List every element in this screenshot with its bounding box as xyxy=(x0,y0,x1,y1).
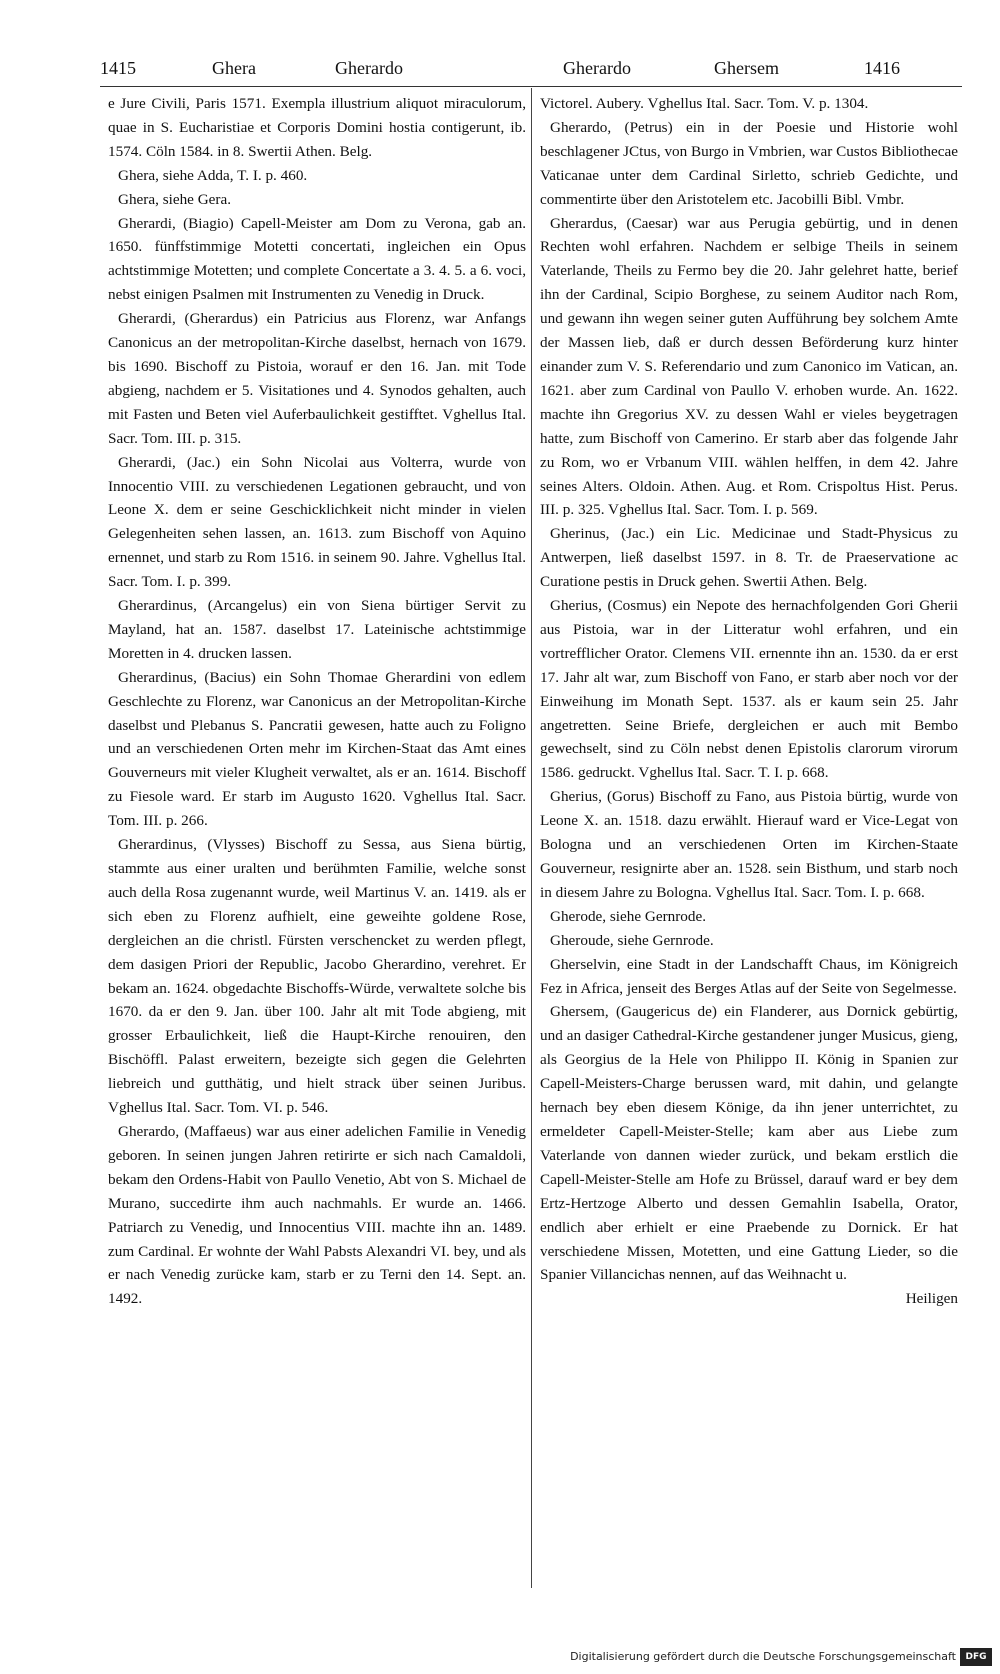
entry-gherardi-gherardus: Gherardi, (Gherardus) ein Patricius aus Florenz, war Anfangs Canonicus an der metropolitan-Kirche daselbst, hernach von 1679. bis 1690. Bischoff zu Pistoia, worauf er den 16. Jan. mit Tode abgieng, nachdem er 5. Visitationes und 4. Synodos gehalten, auch mit Fasten und Beten viel Auferbaulichkeit gestifftet. Vghellus Ital. Sacr. Tom. III. p. 315. xyxy=(108,310,526,447)
entry-gherode: Gherode, siehe Gernrode. xyxy=(550,907,707,925)
dfg-logo: DFG xyxy=(960,1648,992,1666)
left-column xyxy=(108,92,526,1311)
right-column xyxy=(540,92,958,1311)
entry-gherselvin: Gherselvin, eine Stadt in der Landschafft Chaus, im Königreich Fez in Africa, jenseit des Berges Atlas auf der Seite von Segelmesse. xyxy=(540,955,958,997)
head-word-ghera: Ghera xyxy=(212,58,256,78)
entry-ghera-gera: Ghera, siehe Gera. xyxy=(118,190,232,208)
entry-gherardi-jac: Gherardi, (Jac.) ein Sohn Nicolai aus Volterra, wurde von Innocentio VIII. zu verschiedenen Legationen gebraucht, und von Leone X. dem er seine Geschicklichkeit nicht minder in vielen Gelegenheiten sehen lassen, an. 1613. zum Bischoff von Aquino ernennet, und starb zu Rom 1516. in seinem 90. Jahre. Vghellus Ital. Sacr. Tom. I. p. 399. xyxy=(108,453,526,591)
column-divider xyxy=(531,88,532,1588)
entry-continued-right: Victorel. Aubery. Vghellus Ital. Sacr. Tom. V. p. 1304. xyxy=(540,95,869,112)
header-rule xyxy=(100,86,962,87)
page-number-left: 1415 xyxy=(100,58,136,78)
head-word-gherardo-right: Gherardo xyxy=(563,58,631,78)
entry-ghera-adda: Ghera, siehe Adda, T. I. p. 460. xyxy=(118,166,308,184)
catchword: Heiligen xyxy=(905,1290,958,1308)
entry-gheroude: Gheroude, siehe Gernrode. xyxy=(550,931,714,949)
entry-ghersem: Ghersem, (Gaugericus de) ein Flanderer, aus Dornick gebürtig, und an dasiger Cathedral-Kirche gestandener junger Musicus, gieng, als Georgius de la Hele von Philippo II. König in Spanien zur Capell-Meisters-Charge berussen ward, mit dahin, und gelangte hernach bey eben diesem Könige, da ihn jener unterrichtet, zu ermeldeter Capell-Meister-Stelle; kam aber aus Liebe zum Vaterlande von dannen wieder zurück, und bekam erstlich die Capell-Meister-Stelle am Hofe zu Brüssel, darauf ward er bey dem Ertz-Hertzoge Alberto und dessen Gemahlin Isabella, Orator, endlich aber erhielt er eine Praebende zu Dornick. Er hat verschiedene Missen, Motetten, und eine Gattung Lieder, so die Spanier Villancichas nennen, auf das Weihnacht u. xyxy=(540,1003,958,1284)
entry-gherardo-petrus: Gherardo, (Petrus) ein in der Poesie und Historie wohl beschlagener JCtus, von Burgo in Vmbrien, war Custos Bibliothecae Vaticanae unter dem Cardinal Sirletto, schrieb Gedichte, und commentirte über den Aristotelem etc. Jacobilli Bibl. Vmbr. xyxy=(540,118,958,208)
entry-continued: e Jure Civili, Paris 1571. Exempla illustrium aliquot miraculorum, quae in S. Eucharistiae et Corporis Domini hostia contigerunt, ib. 1574. Cöln 1584. in 8. Swertii Athen. Belg. xyxy=(108,95,526,160)
entry-gherardi-biagio: Gherardi, (Biagio) Capell-Meister am Dom zu Verona, gab an. 1650. fünffstimmige Motetti concertati, ingleichen ein Opus achtstimmige Motetten; und complete Concertate a 3. 4. 5. a 6. voci, nebst einigen Psalmen mit Instrumenten zu Venedig in Druck. xyxy=(108,214,526,304)
entry-gherardinus-arcangelus: Gherardinus, (Arcangelus) ein von Siena bürtiger Servit zu Mayland, hat an. 1587. daselbst 17. Lateinische achtstimmige Moretten in 4. drucken lassen. xyxy=(108,597,526,662)
entry-gherius-gorus: Gherius, (Gorus) Bischoff zu Fano, aus Pistoia bürtig, wurde von Leone X. an. 1518. dazu erwählt. Hierauf ward er Vice-Legat von Bologna und an verschiedenen Orten im Kirchen-Staate Gouverneur, resignirte aber an. 1528. sein Bisthum, und starb noch in diesem Jahre zu Bologna. Vghellus Ital. Sacr. Tom. I. p. 668. xyxy=(540,788,958,901)
entry-gherardus-caesar: Gherardus, (Caesar) war aus Perugia gebürtig, und in denen Rechten wohl erfahren. Nachdem er selbige Theils in seinem Vaterlande, Theils zu Fermo bey die 20. Jahr gelehret hatte, berief ihn der Cardinal, Scipio Borghese, zu seinem Auditor nach Rom, und gewann ihn wegen seiner guten Aufführung bey solchem Amte der Massen lieb, daß er durch dessen Beförderung kurz hinter einander zum V. S. Referendario und zum Canonico im Vatican, an. 1621. aber zum Cardinal von Paullo V. erhoben wurde. An. 1622. machte ihn Gregorius XV. zu dessen Wahl er vieles beygetragen hatte, zum Bischoff von Camerino. Er starb aber das folgende Jahr zu Rom, wo er Vrbanum VIII. wählen helffen, in dem 42. Jahre seines Alters. Oldoin. Athen. Aug. et Rom. Crispoltus Hist. Perus. III. p. 325. Vghellus Ital. Sacr. Tom. I. p. 569. xyxy=(540,214,958,519)
funding-credit: Digitalisierung gefördert durch die Deutsche Forschungsgemeinschaft xyxy=(570,1650,956,1663)
entry-gherardo-maffaeus: Gherardo, (Maffaeus) war aus einer adelichen Familie in Venedig geboren. In seinen jungen Jahren retirirte er sich nach Camaldoli, bekam den Ordens-Habit von Paullo Venetio, Abt von S. Michael de Murano, succedirte ihm auch nachmahls. Er wurde an. 1466. Patriarch zu Venedig, und Innocentius VIII. machte ihn an. 1489. zum Cardinal. Er wohnte der Wahl Pabsts Alexandri VI. bey, und als er nach Venedig zurücke kam, starb er zu Terni den 14. Sept. an. 1492. xyxy=(108,1122,526,1308)
running-head xyxy=(100,58,960,86)
head-word-ghersem: Ghersem xyxy=(714,58,779,78)
entry-gherardinus-vlysses: Gherardinus, (Vlysses) Bischoff zu Sessa, aus Siena bürtig, stammte aus einer uralten und berühmten Familie, welche sonst auch della Rosa zugenannt wurde, weil Martinus V. an. 1419. als er sich eben zu Florenz aufhielt, eine geweihte goldene Rose, dergleichen an die christl. Fürsten verschencket zu werden pflegt, dem dasigen Priori der Republic, Jacobo Gherardino, verehret. Er bekam an. 1624. obgedachte Bischoffs-Würde, verwaltete solche bis 1670. da er den 9. Jan. über 100. Jahr alt mit Tode abgieng, mit grosser Erbaulichkeit, ließ die Haupt-Kirche renouiren, den Bischöffl. Palast erweitern, bezeigte sich gegen die Gelehrten liebreich und gutthätig, und hielt strack über seinen Juribus. Vghellus Ital. Sacr. Tom. VI. p. 546. xyxy=(108,836,526,1117)
entry-gherinus-jac: Gherinus, (Jac.) ein Lic. Medicinae und Stadt-Physicus zu Antwerpen, ließ daselbst 1597. in 8. Tr. de Praeservatione ac Curatione pestis in Druck gehen. Swertii Athen. Belg. xyxy=(540,525,958,591)
head-word-gherardo-left: Gherardo xyxy=(335,58,403,78)
entry-gherardinus-bacius: Gherardinus, (Bacius) ein Sohn Thomae Gherardini von edlem Geschlechte zu Florenz, war Canonicus an der Metropolitan-Kirche daselbst und Plebanus S. Pancratii gewesen, hatte auch zu Foligno und an verschiedenen Orten mehr im Kirchen-Staat das Amt eines Gouverneurs mit vieler Klugheit verwaltet, als er an. 1614. Bischoff zu Fiesole ward. Er starb im Augusto 1620. Vghellus Ital. Sacr. Tom. III. p. 266. xyxy=(108,668,526,830)
page-number-right: 1416 xyxy=(864,58,900,78)
digitization-footer xyxy=(0,1646,1000,1674)
entry-gherius-cosmus: Gherius, (Cosmus) ein Nepote des hernachfolgenden Gori Gherii aus Pistoia, war in der Litteratur wohl erfahren, und ein vortrefflicher Orator. Clemens VII. ernennte ihn an. 1530. da er erst 17. Jahr alt war, zum Bischoff von Fano, er starb aber noch vor der Einweihung im Monath Sept. 1537. als er kaum sein 25. Jahr angetretten. Seine Briefe, dergleichen er auch mit Bembo gewechselt, sind zu Cöln nebst denen Epistolis clarorum virorum 1586. gedruckt. Vghellus Ital. Sacr. T. I. p. 668. xyxy=(540,597,958,782)
